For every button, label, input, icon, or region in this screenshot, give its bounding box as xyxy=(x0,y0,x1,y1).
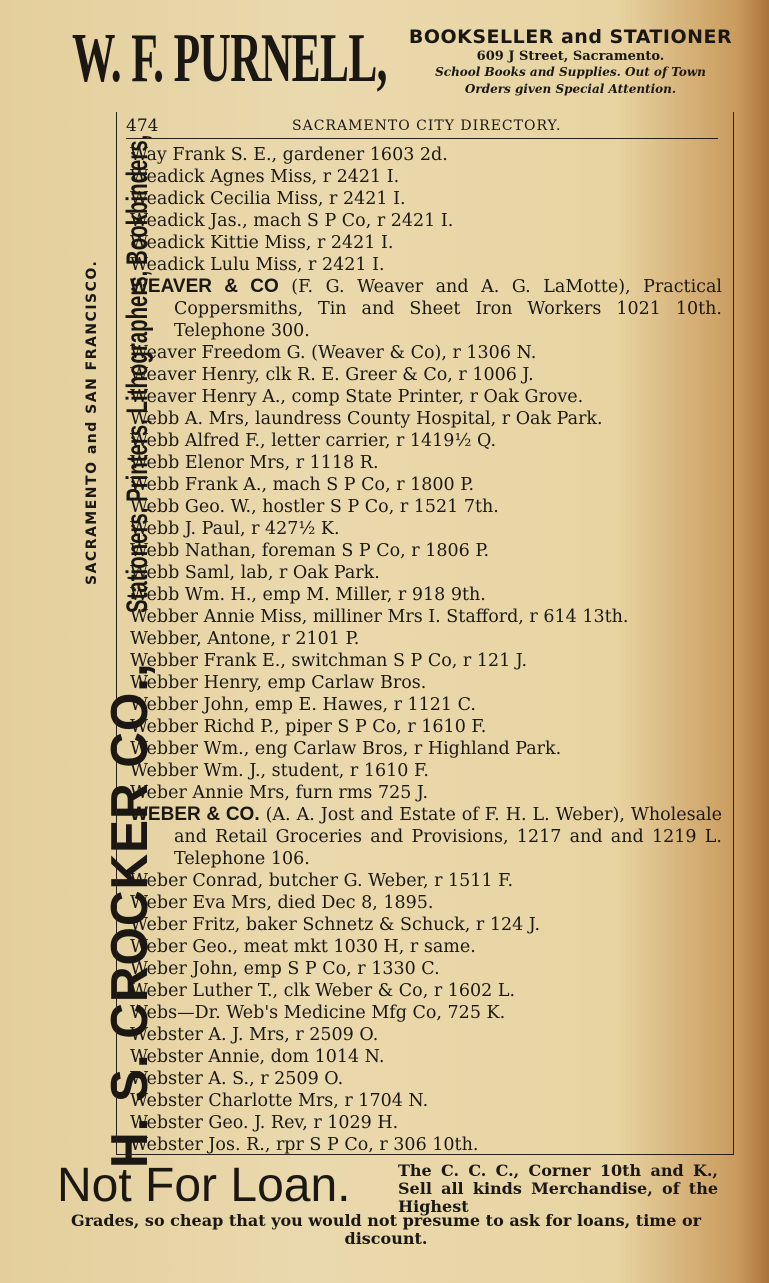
directory-entry: Webb Saml, lab, r Oak Park. xyxy=(130,563,380,583)
directory-entry: Weber Conrad, butcher G. Weber, r 1511 F. xyxy=(130,871,514,891)
directory-entry: Webb Alfred F., letter carrier, r 1419½ Q. xyxy=(130,431,497,451)
purnell-ad-line1: BOOKSELLER and STATIONER xyxy=(408,26,733,48)
page-number: 474 xyxy=(126,116,159,136)
directory-entry: Weadick Jas., mach S P Co, r 2421 I. xyxy=(130,211,454,231)
directory-entry: Webb J. Paul, r 427½ K. xyxy=(130,519,340,539)
directory-entry: Webster Jos. R., rpr S P Co, r 306 10th. xyxy=(130,1135,479,1155)
directory-entry: Weaver Freedom G. (Weaver & Co), r 1306 N. xyxy=(130,343,537,363)
ccc-ad-part2: Grades, so cheap that you would not presume to ask for loans, time or discount. xyxy=(70,1211,702,1248)
directory-entry: Webster A. S., r 2509 O. xyxy=(130,1069,344,1089)
directory-entry: Webster A. J. Mrs, r 2509 O. xyxy=(130,1025,379,1045)
purnell-brand: W. F. PURNELL, xyxy=(72,20,387,97)
directory-entry: Webster Charlotte Mrs, r 1704 N. xyxy=(130,1091,429,1111)
crocker-cities: SACRAMENTO and SAN FRANCISCO. xyxy=(84,259,100,585)
page-title: SACRAMENTO CITY DIRECTORY. xyxy=(292,118,562,134)
directory-entry: Weber Luther T., clk Weber & Co, r 1602 L. xyxy=(130,981,516,1001)
crocker-trades: Stationers, Printers, Lithographers, Bookbinders, xyxy=(121,134,154,614)
directory-entry: Webster Geo. J. Rev, r 1029 H. xyxy=(130,1113,399,1133)
directory-entry: Webb Elenor Mrs, r 1118 R. xyxy=(130,453,379,473)
directory-entry: Way Frank S. E., gardener 1603 2d. xyxy=(130,145,448,165)
directory-entry: Weber Geo., meat mkt 1030 H, r same. xyxy=(130,937,476,957)
directory-entry-weaver-co xyxy=(130,276,722,342)
directory-entry: Webber, Antone, r 2101 P. xyxy=(130,629,360,649)
directory-entry: Weber Eva Mrs, died Dec 8, 1895. xyxy=(130,893,434,913)
purnell-ad-line3: School Books and Supplies. Out of Town xyxy=(435,65,706,79)
directory-entry: Weber John, emp S P Co, r 1330 C. xyxy=(130,959,440,979)
directory-entry: Webb Frank A., mach S P Co, r 1800 P. xyxy=(130,475,475,495)
directory-entries xyxy=(130,144,722,1156)
directory-entry: Webb Geo. W., hostler S P Co, r 1521 7th. xyxy=(130,497,499,517)
directory-entry: Weadick Kittie Miss, r 2421 I. xyxy=(130,233,394,253)
directory-entry: Webb A. Mrs, laundress County Hospital, r Oak Park. xyxy=(130,409,603,429)
entry-text: (A. A. Jost and Estate of F. H. L. Weber), Wholesale and Retail Groceries and Provisions, 1217 and and 1219 L. Telephone 106. xyxy=(174,805,722,869)
directory-entry: Weaver Henry, clk R. E. Greer & Co, r 1006 J. xyxy=(130,365,534,385)
directory-entry: Webber Henry, emp Carlaw Bros. xyxy=(130,673,427,693)
directory-entry: Webber Richd P., piper S P Co, r 1610 F. xyxy=(130,717,487,737)
directory-entry: Weaver Henry A., comp State Printer, r Oak Grove. xyxy=(130,387,584,407)
directory-entry: Webb Wm. H., emp M. Miller, r 918 9th. xyxy=(130,585,486,605)
directory-entry: Weber Annie Mrs, furn rms 725 J. xyxy=(130,783,429,803)
page-header xyxy=(126,116,718,139)
directory-entry: Webber Wm. J., student, r 1610 F. xyxy=(130,761,429,781)
directory-entry: Weadick Cecilia Miss, r 2421 I. xyxy=(130,189,406,209)
directory-entry: Webber Annie Miss, milliner Mrs I. Stafford, r 614 13th. xyxy=(130,607,629,627)
purnell-ad xyxy=(408,26,733,98)
directory-entry: Webb Nathan, foreman S P Co, r 1806 P. xyxy=(130,541,490,561)
directory-entry: Webster Annie, dom 1014 N. xyxy=(130,1047,385,1067)
directory-entry: Weber Fritz, baker Schnetz & Schuck, r 124 J. xyxy=(130,915,541,935)
entry-text: (F. G. Weaver and A. G. LaMotte), Practical Coppersmiths, Tin and Sheet Iron Workers 1021 10th. Telephone 300. xyxy=(174,277,722,341)
purnell-ad-line4: Orders given Special Attention. xyxy=(464,82,677,96)
directory-entry-weber-co xyxy=(130,804,722,870)
entry-bold-name: WEBER & CO. xyxy=(130,804,260,825)
purnell-ad-line2: 609 J Street, Sacramento. xyxy=(476,49,665,64)
not-for-loan-headline: Not For Loan. xyxy=(57,1159,351,1212)
entry-bold-name: WEAVER & CO xyxy=(130,276,279,297)
directory-entry: Webber John, emp E. Hawes, r 1121 C. xyxy=(130,695,476,715)
directory-entry: Weadick Agnes Miss, r 2421 I. xyxy=(130,167,400,187)
directory-entry: Webs—Dr. Web's Medicine Mfg Co, 725 K. xyxy=(130,1003,506,1023)
crocker-name: H. S. CROCKER CO., xyxy=(101,662,159,1168)
directory-entry: Weadick Lulu Miss, r 2421 I. xyxy=(130,255,385,275)
directory-entry: Webber Frank E., switchman S P Co, r 121 J. xyxy=(130,651,528,671)
ccc-ad-part1: The C. C. C., Corner 10th and K., Sell all kinds Merchandise, of the Highest xyxy=(398,1161,718,1216)
directory-entry: Webber Wm., eng Carlaw Bros, r Highland Park. xyxy=(130,739,562,759)
